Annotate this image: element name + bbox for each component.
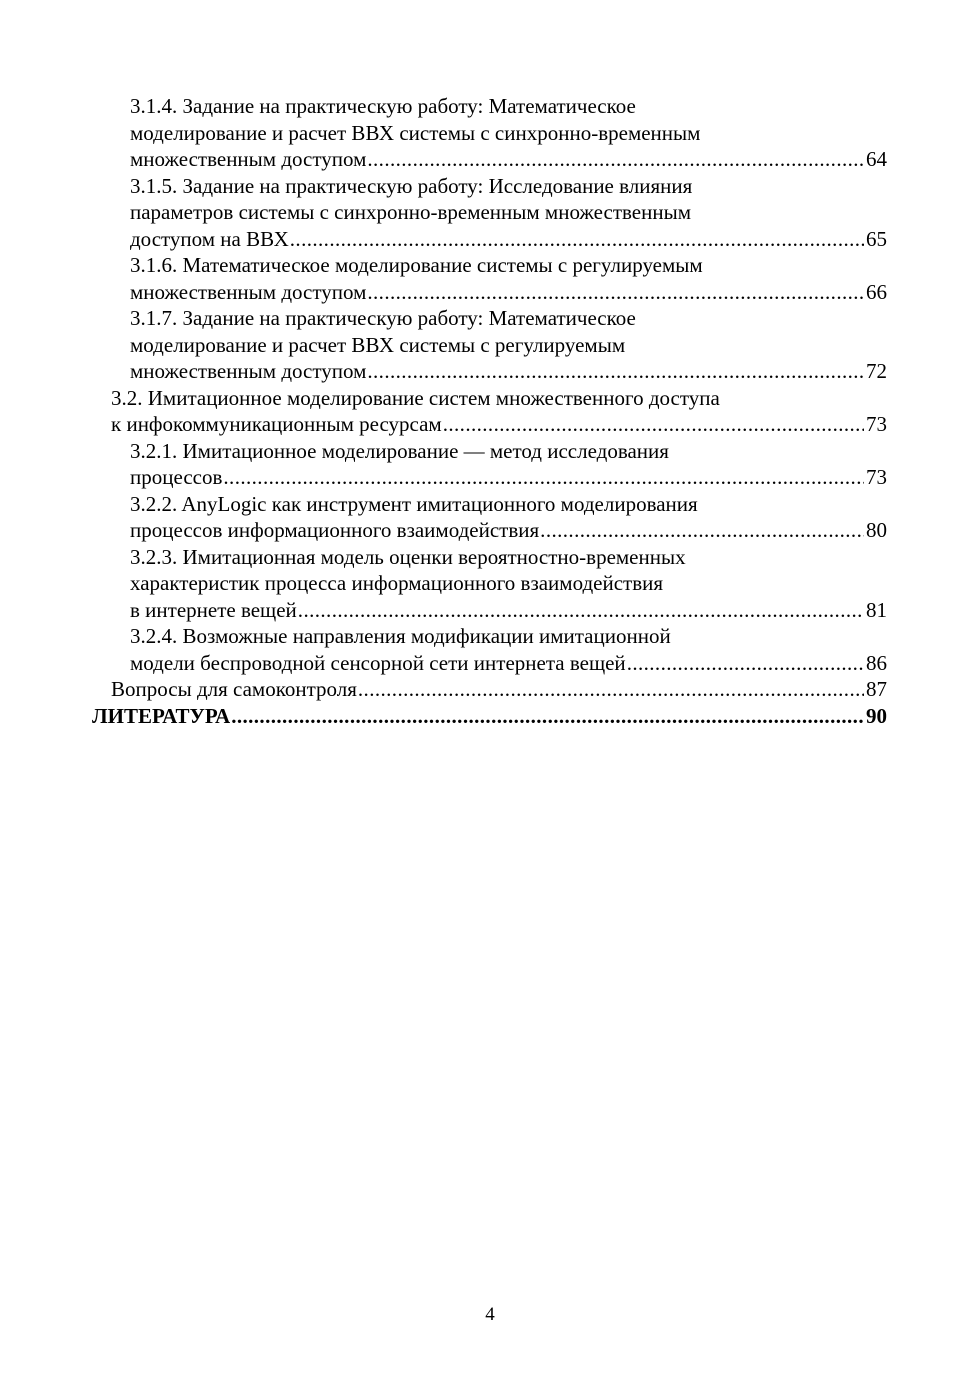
dot-leader bbox=[367, 146, 864, 173]
toc-entry-title-line: характеристик процесса информационного взаимодействия bbox=[130, 571, 664, 595]
toc-entry-title-line: в интернете вещей bbox=[130, 597, 297, 622]
toc-entry-title-line: 3.2.4. Возможные направления модификации имитационной bbox=[130, 624, 671, 648]
toc-entry-title-line: 3.1.6. Математическое моделирование системы с регулируемым bbox=[130, 253, 703, 277]
toc-entry-title-line: 3.2. Имитационное моделирование систем множественного доступа bbox=[111, 385, 720, 410]
dot-leader bbox=[358, 676, 864, 703]
dot-leader bbox=[367, 279, 864, 306]
toc-page-number: 64 bbox=[866, 147, 887, 171]
toc-entry[interactable] bbox=[92, 252, 887, 305]
toc-entry-title-line: множественным доступом bbox=[130, 359, 367, 383]
toc-entry-title-line: параметров системы с синхронно-временным множественным bbox=[130, 200, 691, 224]
toc-entry-last-line bbox=[130, 517, 887, 544]
toc-entry-title-line: множественным доступом bbox=[130, 279, 367, 304]
toc-entry[interactable] bbox=[92, 544, 887, 624]
table-of-contents bbox=[92, 93, 887, 729]
toc-entry-title-line: моделирование и расчет ВВХ системы с синхронно-временным bbox=[130, 120, 701, 145]
toc-entry[interactable] bbox=[92, 93, 887, 173]
toc-entry-title-line: 3.2.1. Имитационное моделирование — метод исследования bbox=[130, 438, 669, 463]
toc-entry-title-line: доступом на ВВХ bbox=[130, 226, 289, 251]
toc-entry[interactable] bbox=[92, 676, 887, 703]
toc-entry-last-line bbox=[111, 411, 887, 438]
toc-page-number: 86 bbox=[866, 650, 887, 675]
toc-entry[interactable] bbox=[92, 623, 887, 676]
dot-leader bbox=[367, 358, 864, 385]
dot-leader bbox=[290, 226, 864, 253]
toc-entry-title-line: моделирование и расчет ВВХ системы с регулируемым bbox=[130, 332, 626, 357]
dot-leader bbox=[298, 597, 864, 624]
toc-entry-last-line bbox=[130, 597, 887, 624]
toc-page-number: 73 bbox=[866, 465, 887, 489]
toc-entry[interactable] bbox=[92, 703, 887, 730]
toc-entry-last-line bbox=[130, 464, 887, 491]
toc-entry[interactable] bbox=[92, 173, 887, 253]
dot-leader bbox=[223, 464, 864, 491]
dot-leader bbox=[540, 517, 864, 544]
toc-entry-title-line: 3.2.3. Имитационная модель оценки вероятностно-временных bbox=[130, 544, 686, 569]
toc-entry-title-line: множественным доступом bbox=[130, 147, 367, 171]
toc-entry-last-line bbox=[130, 146, 887, 173]
toc-page-number: 73 bbox=[866, 412, 887, 436]
toc-page-number: 66 bbox=[866, 279, 887, 304]
toc-page-number: 80 bbox=[866, 518, 887, 542]
toc-entry-title-line: 3.1.5. Задание на практическую работу: Исследование влияния bbox=[130, 173, 693, 198]
toc-entry[interactable] bbox=[92, 385, 887, 438]
toc-entry-last-line bbox=[111, 676, 887, 703]
toc-entry-last-line bbox=[130, 226, 887, 253]
toc-page-number: 81 bbox=[866, 597, 887, 622]
dot-leader bbox=[231, 703, 864, 730]
toc-entry-title-line: Вопросы для самоконтроля bbox=[111, 677, 357, 701]
toc-page-number: 65 bbox=[866, 226, 887, 251]
toc-entry[interactable] bbox=[92, 491, 887, 544]
dot-leader bbox=[443, 411, 864, 438]
toc-page-number: 72 bbox=[866, 359, 887, 383]
toc-page-number: 90 bbox=[866, 703, 887, 728]
toc-page-number: 87 bbox=[866, 677, 887, 701]
toc-entry-last-line bbox=[130, 279, 887, 306]
toc-entry[interactable] bbox=[92, 305, 887, 385]
dot-leader bbox=[627, 650, 864, 677]
toc-entry-title-line: модели беспроводной сенсорной сети интернета вещей bbox=[130, 650, 626, 675]
toc-entry-last-line bbox=[130, 650, 887, 677]
toc-entry-title-line: ЛИТЕРАТУРА bbox=[92, 703, 231, 728]
toc-entry-title-line: процессов bbox=[130, 465, 223, 489]
toc-entry-title-line: 3.1.7. Задание на практическую работу: Математическое bbox=[130, 306, 636, 330]
toc-entry-last-line bbox=[130, 358, 887, 385]
toc-entry-title-line: процессов информационного взаимодействия bbox=[130, 518, 540, 542]
toc-entry-title-line: 3.1.4. Задание на практическую работу: Математическое bbox=[130, 94, 636, 118]
toc-entry-last-line bbox=[92, 703, 887, 730]
page-number: 4 bbox=[485, 1304, 495, 1325]
toc-entry-title-line: 3.2.2. AnyLogic как инструмент имитационного моделирования bbox=[130, 491, 698, 516]
toc-entry[interactable] bbox=[92, 438, 887, 491]
toc-entry-title-line: к инфокоммуникационным ресурсам bbox=[111, 412, 442, 436]
